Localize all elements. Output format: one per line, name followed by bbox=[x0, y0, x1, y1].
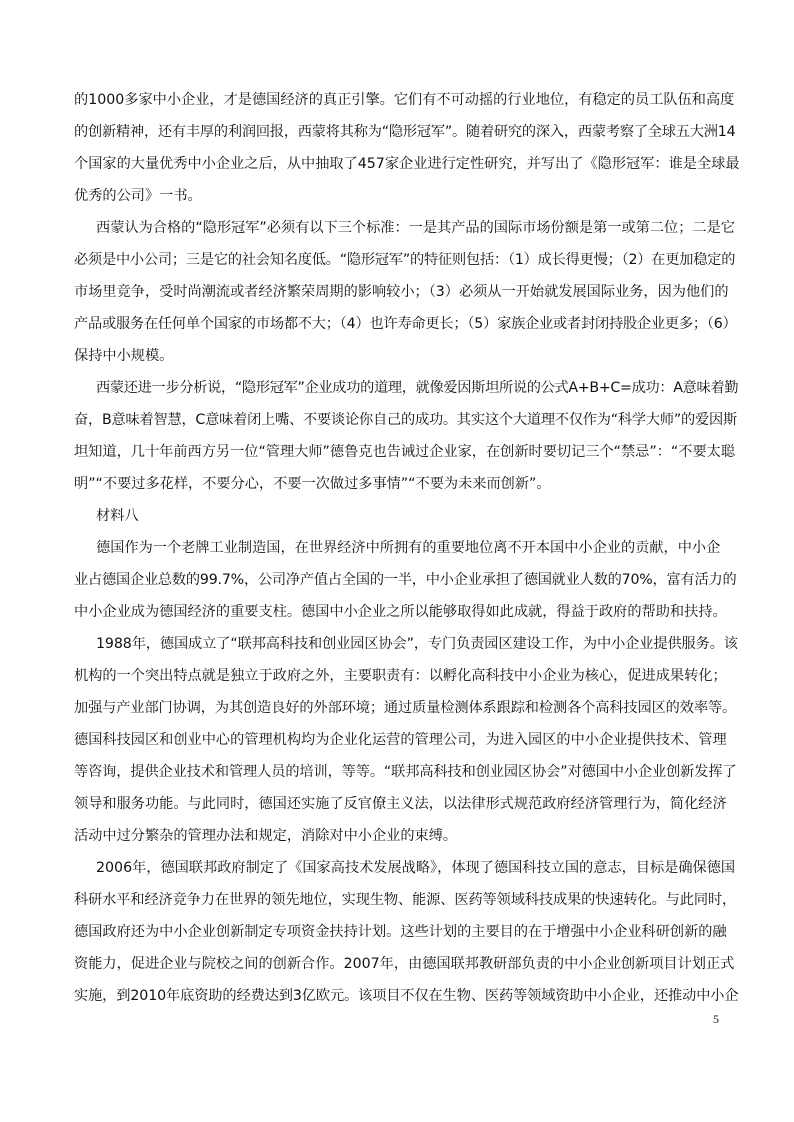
text-line: 中小企业成为德国经济的重要支柱。德国中小企业之所以能够取得如此成就，得益于政府的帮助和扶持。 bbox=[74, 604, 727, 620]
text-line: 2006年，德国联邦政府制定了《国家高技术发展战略》，体现了德国科技立国的意志，目标是确保德国 bbox=[96, 860, 736, 876]
text-line: 活动中过分繁杂的管理办法和规定，消除对中小企业的束缚。 bbox=[74, 828, 458, 844]
text-line: 加强与产业部门协调，为其创造良好的外部环境；通过质量检测体系跟踪和检测各个高科技园区的效率等。 bbox=[74, 700, 737, 716]
page-number: 5 bbox=[713, 1012, 719, 1026]
text-line: 优秀的公司》一书。 bbox=[74, 188, 202, 204]
text-line: 德国政府还为中小企业创新制定专项资金扶持计划。这些计划的主要目的在于增强中小企业科研创新的融 bbox=[74, 924, 727, 940]
text-line: 实施，到2010年底资助的经费达到3亿欧元。该项目不仅在生物、医药等领域资助中小企业，还推动中小企 bbox=[74, 988, 739, 1004]
text-line: 的1000多家中小企业，才是德国经济的真正引擎。它们有不可动摇的行业地位，有稳定的员工队伍和高度 bbox=[74, 92, 735, 108]
text-line: 西蒙还进一步分析说，“隐形冠军”企业成功的道理，就像爱因斯坦所说的公式A+B+C=成功：A意味着勤 bbox=[96, 380, 739, 396]
section-heading: 材料八 bbox=[96, 508, 139, 524]
text-line: 西蒙认为合格的“隐形冠军”必须有以下三个标准：一是其产品的国际市场份额是第一或第二位；二是它 bbox=[96, 220, 735, 236]
text-line: 机构的一个突出特点就是独立于政府之外，主要职责有：以孵化高科技中小企业为核心，促进成果转化； bbox=[74, 668, 727, 684]
text-line: 等咨询，提供企业技术和管理人员的培训，等等。“联邦高科技和创业园区协会”对德国中小企业创新发挥了 bbox=[74, 764, 737, 780]
text-line: 科研水平和经济竞争力在世界的领先地位，实现生物、能源、医药等领域科技成果的快速转化。与此同时， bbox=[74, 892, 737, 908]
text-line: 保持中小规模。 bbox=[74, 348, 174, 364]
text-line: 1988年，德国成立了“联邦高科技和创业园区协会”，专门负责园区建设工作，为中小企业提供服务。该 bbox=[96, 636, 738, 652]
text-line: 资能力，促进企业与院校之间的创新合作。2007年，由德国联邦教研部负责的中小企业创新项目计划正式 bbox=[74, 956, 735, 972]
text-line: 必须是中小公司；三是它的社会知名度低。“隐形冠军”的特征则包括：（1）成长得更慢；（2）在更加稳定的 bbox=[74, 252, 736, 268]
text-line: 奋，B意味着智慧，C意味着闭上嘴、不要谈论你自己的成功。其实这个大道理不仅作为“科学大师”的爱因斯 bbox=[74, 412, 737, 428]
text-line: 的创新精神，还有丰厚的利润回报，西蒙将其称为“隐形冠军”。随着研究的深入，西蒙考察了全球五大洲14 bbox=[74, 124, 736, 140]
text-line: 德国科技园区和创业中心的管理机构均为企业化运营的管理公司，为进入园区的中小企业提供技术、管理 bbox=[74, 732, 727, 748]
text-line: 坦知道，几十年前西方另一位“管理大师”德鲁克也告诫过企业家，在创新时要切记三个“禁忌”：“不要太聪 bbox=[74, 444, 736, 460]
text-line: 个国家的大量优秀中小企业之后，从中抽取了457家企业进行定性研究，并写出了《隐形冠军：谁是全球最 bbox=[74, 156, 740, 172]
text-line: 业占德国企业总数的99.7%，公司净产值占全国的一半，中小企业承担了德国就业人数的70%，富有活力的 bbox=[74, 572, 737, 588]
text-line: 领导和服务功能。与此同时，德国还实施了反官僚主义法，以法律形式规范政府经济管理行为，简化经济 bbox=[74, 796, 727, 812]
text-line: 明”“不要过多花样，不要分心，不要一次做过多事情”“不要为未来而创新”。 bbox=[74, 476, 551, 492]
text-line: 产品或服务在任何单个国家的市场都不大；（4）也许寿命更长；（5）家族企业或者封闭持股企业更多；（6） bbox=[74, 316, 737, 332]
text-line: 市场里竞争，受时尚潮流或者经济繁荣周期的影响较小；（3）必须从一开始就发展国际业务，因为他们的 bbox=[74, 284, 729, 300]
text-line: 德国作为一个老牌工业制造国，在世界经济中所拥有的重要地位离不开本国中小企业的贡献，中小企 bbox=[96, 540, 721, 556]
